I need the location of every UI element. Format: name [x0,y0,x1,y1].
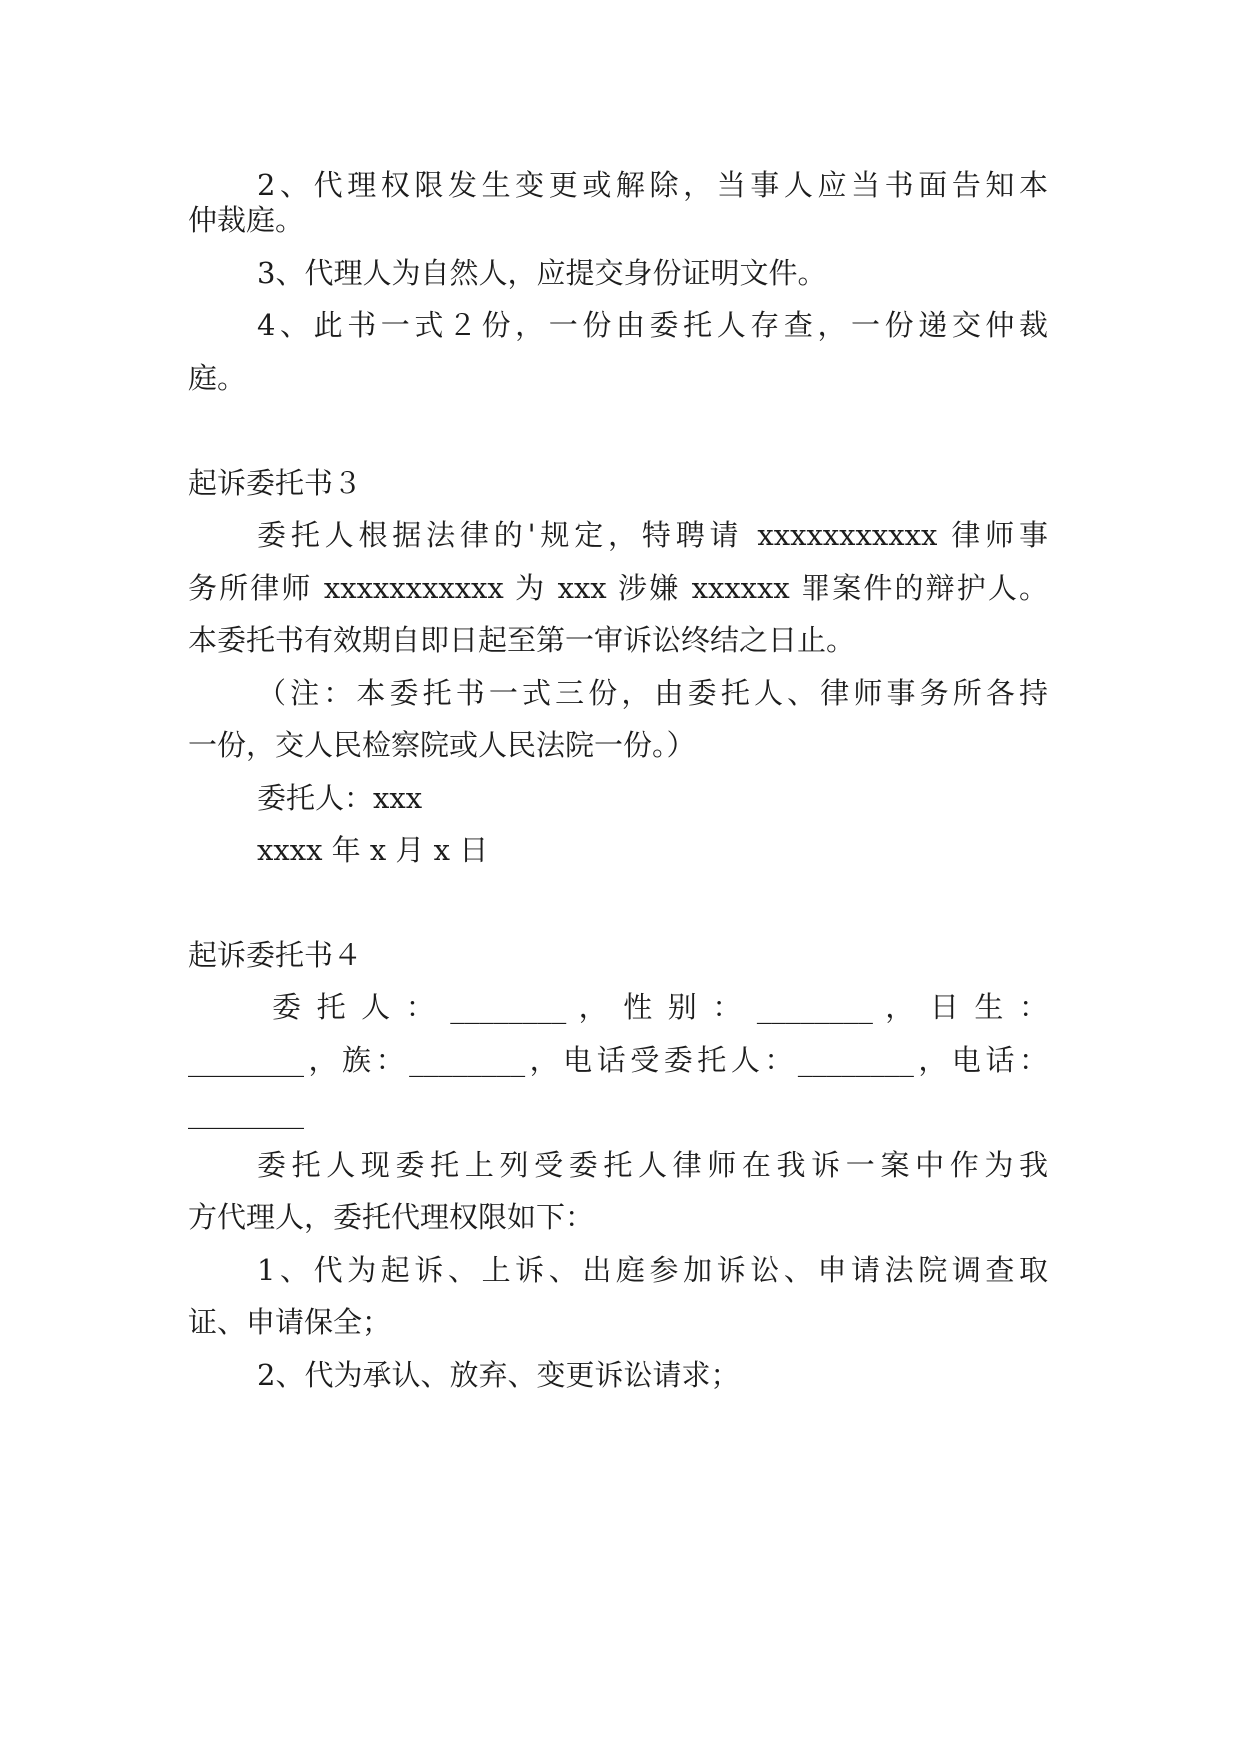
date-line: xxxx 年 x 月 x 日 [257,833,489,867]
text-line: 1、代为起诉、上诉、出庭参加诉讼、申请法院调查取 [257,1253,1048,1287]
signature-line: 委托人：xxx [257,781,423,815]
text-line: 仲裁庭。 [188,203,305,237]
text-line: 证、申请保全； [188,1305,392,1339]
text-line: 3、代理人为自然人，应提交身份证明文件。 [257,256,827,290]
text-line: 方代理人，委托代理权限如下： [188,1200,595,1234]
section-heading: 起诉委托书４ [188,938,363,972]
text-line: 本委托书有效期自即日起至第一审诉讼终结之日止。 [188,623,856,657]
text-line: 委托人现委托上列受委托人律师在我诉一案中作为我 [257,1148,1048,1182]
text-line: （注：本委托书一式三份，由委托人、律师事务所各持 [257,676,1048,710]
text-line: 2、代为承认、放弃、变更诉讼请求； [257,1358,740,1392]
text-line: 委托人根据法律的'规定，特聘请 xxxxxxxxxxx 律师事 [257,518,1048,552]
form-line: ________ [188,1095,304,1129]
section-heading: 起诉委托书３ [188,466,363,500]
form-line: 委 托 人 ： ________ ， 性 别 ： ________ ， 日 生 ： [272,990,1048,1024]
form-line: ________，族：________，电话受委托人：________，电话： [188,1043,1048,1077]
text-line: 一份，交人民检察院或人民法院一份。） [188,728,696,762]
text-line: 2、代理权限发生变更或解除，当事人应当书面告知本 [257,168,1048,202]
text-line: 庭。 [188,361,247,395]
text-line: 务所律师 xxxxxxxxxxx 为 xxx 涉嫌 xxxxxx 罪案件的辩护人。 [188,571,1048,605]
text-line: 4、此书一式２份，一份由委托人存查，一份递交仲裁 [257,308,1048,342]
